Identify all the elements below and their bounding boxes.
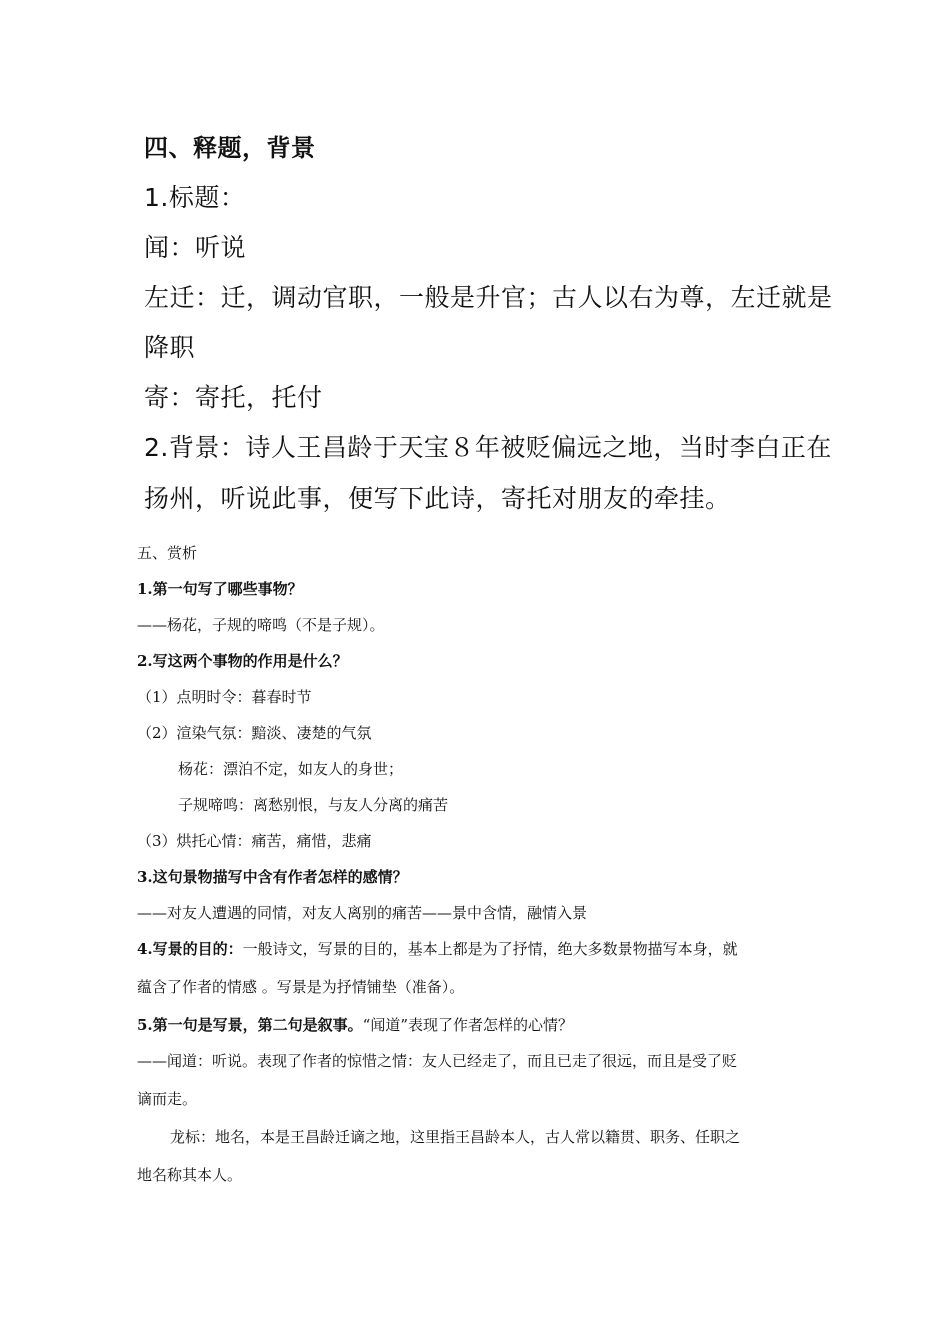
question-5-label: 5.第一句是写景，第二句是叙事。 (137, 1016, 363, 1034)
question-4-text: 一般诗文，写景的目的，基本上都是为了抒情，绝大多数景物描写本身，就 (242, 940, 738, 958)
background-line1: 2.背景：诗人王昌龄于天宝８年被贬偏远之地，当时李白正在 (144, 433, 832, 462)
answer-2-item1: （1）点明时令：暮春时节 (137, 688, 312, 706)
question-2: 2.写这两个事物的作用是什么？ (137, 652, 348, 670)
answer-2-item2-zigui: 子规啼鸣：离愁别恨，与友人分离的痛苦 (178, 796, 449, 814)
ji-definition: 寄：寄托，托付 (144, 383, 323, 412)
question-1: 1.第一句写了哪些事物？ (137, 580, 303, 598)
zuoqian-definition-line1: 左迁：迁，调动官职，一般是升官；古人以右为尊，左迁就是 (144, 283, 833, 312)
question-3: 3.这句景物描写中含有作者怎样的感情？ (137, 868, 408, 886)
question-4-text-line2: 蕴含了作者的情感 。写景是为抒情铺垫（准备）。 (137, 978, 465, 996)
answer-5-line1: ——闻道：听说。表现了作者的惊惜之情：友人已经走了，而且已走了很远，而且是受了贬 (137, 1052, 738, 1070)
question-4-label: 4.写景的目的： (137, 940, 243, 958)
wen-definition: 闻：听说 (144, 233, 247, 262)
background-line2: 扬州，听说此事，便写下此诗，寄托对朋友的牵挂。 (144, 484, 731, 513)
answer-5-line2: 谪而走。 (137, 1090, 198, 1108)
section4-heading: 四、释题，背景 (144, 134, 316, 162)
answer-2-item2-yanghua: 杨花：漂泊不定，如友人的身世； (178, 760, 404, 778)
answer-1: ——杨花，子规的啼鸣（不是子规）。 (137, 616, 385, 634)
longbiao-line2: 地名称其本人。 (137, 1166, 243, 1184)
question-5 (137, 1014, 573, 1035)
question-4 (137, 938, 738, 959)
longbiao-line1: 龙标：地名，本是王昌龄迁谪之地，这里指王昌龄本人，古人常以籍贯、职务、任职之 (170, 1128, 741, 1146)
answer-3: ——对友人遭遇的同情，对友人离别的痛苦——景中含情，融情入景 (137, 904, 588, 922)
answer-2-item2: （2）渲染气氛：黯淡、凄楚的气氛 (137, 724, 372, 742)
title-label: 1.标题： (144, 183, 246, 212)
section5-heading: 五、赏析 (137, 544, 198, 562)
answer-2-item3: （3）烘托心情：痛苦，痛惜，悲痛 (137, 832, 372, 850)
zuoqian-definition-line2: 降职 (144, 333, 196, 362)
question-5-text: “闻道”表现了作者怎样的心情？ (362, 1016, 574, 1034)
